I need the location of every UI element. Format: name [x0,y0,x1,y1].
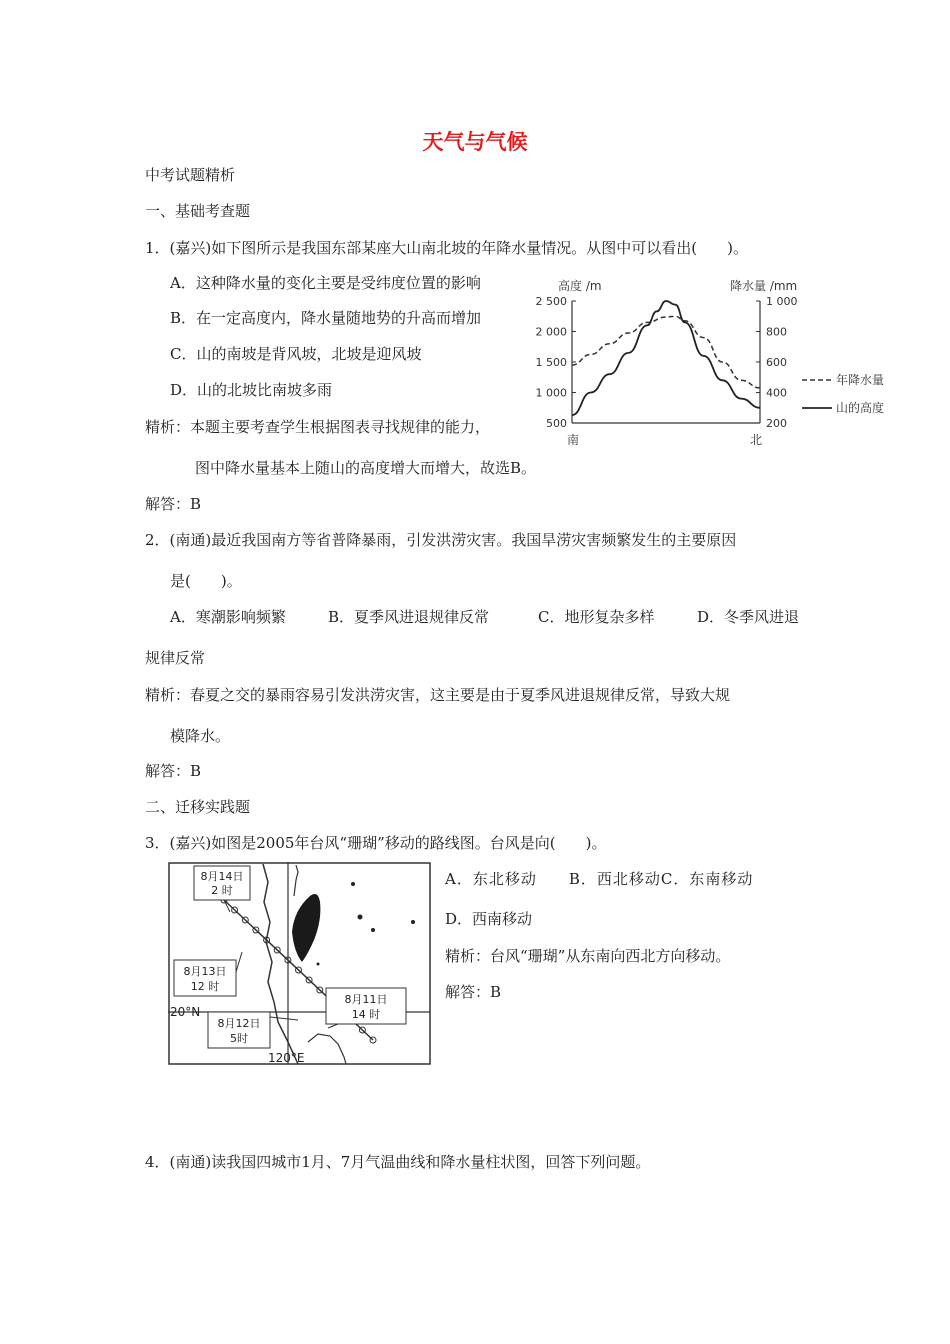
q3-stem: 3．(嘉兴)如图是2005年台风“珊瑚”移动的路线图。台风是向( )。 [145,834,607,852]
legend-height: 山的高度 [836,401,885,415]
svg-text:14 时: 14 时 [351,1008,381,1021]
q2-option-d: D．冬季风进退 [697,608,800,626]
q3-analysis: 精析：台风“珊瑚”从东南向西北方向移动。 [445,947,731,965]
q4-stem: 4．(南通)读我国四城市1月、7月气温曲线和降水量柱状图，回答下列问题。 [145,1153,651,1171]
svg-text:8月11日: 8月11日 [344,993,388,1006]
svg-text:2 时: 2 时 [211,884,233,897]
right-tick-label: 1 000 [766,295,798,308]
islet [317,963,320,966]
label-aug11 [326,988,406,1024]
right-tick-label: 200 [766,417,787,430]
lat-label: 20°N [170,1005,201,1019]
q1-analysis-1: 精析：本题主要考查学生根据图表寻找规律的能力， [145,418,491,436]
islet [351,882,355,886]
right-tick-label: 800 [766,325,787,339]
part2-heading: 二、迁移实践题 [145,798,251,816]
left-tick-label: 1 000 [535,386,567,400]
left-tick-label: 2 500 [535,295,567,308]
svg-text:8月12日: 8月12日 [217,1017,261,1030]
left-tick-label: 2 000 [535,325,567,339]
q2-analysis-2: 模降水。 [170,727,231,745]
q3-answer: 解答：B [445,983,502,1001]
q1-answer: 解答：B [145,495,202,513]
islet [358,915,363,920]
q1-option-b: B．在一定高度内，降水量随地势的升高而增加 [170,309,482,327]
svg-text:12 时: 12 时 [190,980,220,993]
q1-option-c: C．山的南坡是背风坡，北坡是迎风坡 [170,345,422,363]
right-tick-label: 600 [766,356,787,369]
series-height-line [572,301,760,415]
q2-option-a: A．寒潮影响频繁 [170,608,286,626]
q2-option-c: C．地形复杂多样 [538,608,655,626]
q2-answer: 解答：B [145,762,202,780]
q2-stem-1: 2．(南通)最近我国南方等省普降暴雨，引发洪涝灾害。我国旱涝灾害频繁发生的主要原因 [145,531,737,549]
label-aug14 [194,866,250,900]
q1-option-d: D．山的北坡比南坡多雨 [170,381,333,399]
precipitation-chart [530,276,900,452]
x-label-south: 南 [567,433,580,447]
islet [411,920,415,924]
left-axis-label: 高度 /m [558,279,602,293]
q2-option-d-continued: 规律反常 [145,649,206,667]
part1-heading: 一、基础考查题 [145,202,251,220]
x-label-north: 北 [750,433,763,447]
right-axis-label: 降水量 /mm [730,279,798,293]
page-title: 天气与气候 [422,130,528,154]
q3-options-line: A．东北移动 B．西北移动C．东南移动 [445,870,754,888]
q1-analysis-2: 图中降水量基本上随山的高度增大而增大，故选B。 [195,459,537,477]
series-precipitation-line [572,316,760,388]
q1-option-a: A．这种降水量的变化主要是受纬度位置的影响 [170,274,481,292]
q1-stem: 1．(嘉兴)如下图所示是我国东部某座大山南北坡的年降水量情况。从图中可以看出( )。 [145,239,748,257]
svg-text:8月14日: 8月14日 [200,870,244,883]
q2-option-b: B．夏季风进退规律反常 [328,608,490,626]
q2-stem-2: 是( )。 [170,572,242,590]
q3-option-d: D．西南移动 [445,910,533,928]
label-aug12 [208,1012,270,1048]
typhoon-map [168,862,433,1068]
left-tick-label: 500 [546,417,567,430]
svg-text:8月13日: 8月13日 [183,965,227,978]
legend-precipitation: 年降水量 [836,373,885,387]
section-label: 中考试题精析 [145,166,236,184]
label-aug13 [174,960,236,996]
svg-text:5时: 5时 [230,1032,248,1045]
islet [371,928,375,932]
left-tick-label: 1 500 [535,356,567,369]
lon-label: 120°E [268,1051,305,1065]
q2-analysis-1: 精析：春夏之交的暴雨容易引发洪涝灾害，这主要是由于夏季风进退规律反常，导致大规 [145,686,731,704]
right-tick-label: 400 [766,386,787,400]
